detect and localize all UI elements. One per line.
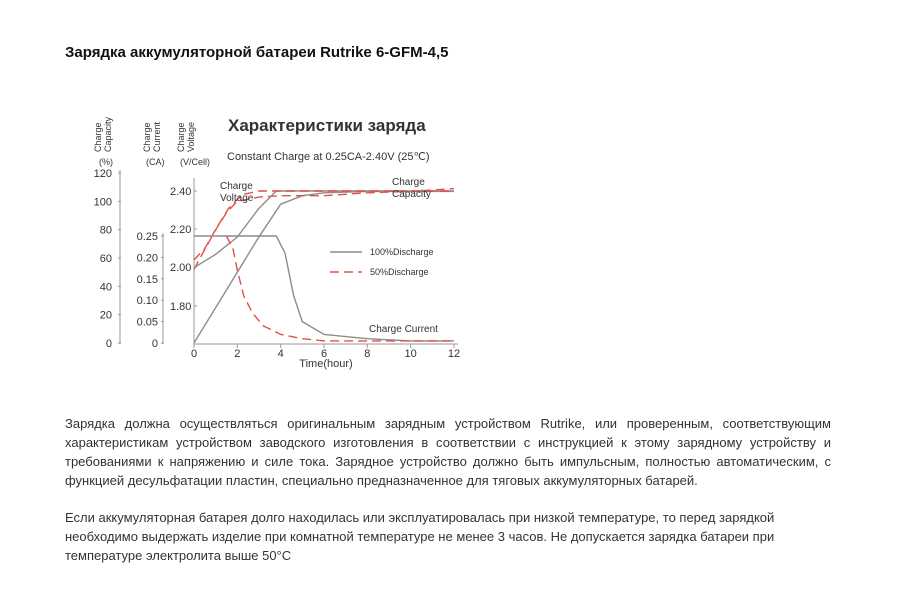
current-tick-label: 0.10 [136, 295, 158, 308]
voltage-tick-label: 2.20 [170, 224, 192, 236]
voltage-tick-label: 1.80 [170, 301, 192, 313]
x-tick-label: 12 [447, 348, 461, 360]
axis-current-unit: (CA) [146, 157, 165, 167]
x-tick-label: 8 [364, 348, 371, 360]
capacity-tick-label: 40 [99, 281, 112, 294]
axis-capacity-label-line: Capacity [103, 116, 113, 152]
x-tick-label: 2 [234, 348, 241, 360]
axis-capacity-unit: (%) [99, 157, 113, 167]
axis-capacity-label-line: Charge [93, 122, 103, 152]
temperature-warning-paragraph: Если аккумуляторная батарея долго находилась или эксплуатировалась при низкой температуре, то перед зарядкой необходимо выдержать изделие при комнатной температуре не менее 3 часов. Не допускается зарядка батареи при температуре электролита выше 50°C [65, 510, 775, 563]
curve-label-charge-voltage-2: Voltage [220, 193, 254, 204]
voltage-tick-label: 2.40 [170, 186, 192, 198]
x-tick-label: 4 [277, 348, 284, 360]
capacity-tick-label: 100 [93, 196, 112, 209]
chart-title: Характеристики заряда [228, 116, 426, 135]
voltage-tick-label: 2.00 [170, 262, 192, 274]
capacity-tick-label: 60 [99, 253, 112, 265]
page-heading: Зарядка аккумуляторной батареи Rutrike 6-GFM-4,5 [65, 44, 449, 61]
axis-voltage-unit: (V/Cell) [180, 157, 211, 167]
capacity-tick-label: 80 [99, 224, 112, 237]
curve-label-charge-voltage-1: Charge [220, 181, 253, 192]
chart-subtitle: Constant Charge at 0.25CA-2.40V (25℃) [227, 151, 430, 163]
x-tick-label: 6 [320, 348, 328, 360]
axis-voltage-label-line: Voltage [186, 121, 196, 152]
charging-instructions-paragraph: Зарядка должна осуществляться оригинальным зарядным устройством Rutrike, или проверенным, соответствующим характеристикам устройством заводского изготовления в соответствии с инструкцией к этому зарядному устройству и требованиями к напряжению и силе тока. Зарядное устройство должно быть импульсным, полностью автоматическим, с функцией десульфатации пластин, специально предназначенное для тяговых аккумуляторных батарей. [65, 416, 831, 488]
axis-current-label-line: Charge [142, 122, 152, 152]
current-tick-label: 0.05 [136, 316, 158, 329]
x-tick-label: 0 [190, 348, 198, 360]
x-axis-label: Time(hour) [299, 358, 353, 370]
legend-label-100: 100%Discharge [370, 247, 434, 257]
curve-label-charge-capacity-1: Charge [392, 177, 425, 188]
current-tick-label: 0 [151, 338, 158, 350]
axis-current-label-line: Current [152, 121, 162, 152]
current-tick-label: 0.25 [136, 231, 158, 243]
current-tick-label: 0.20 [136, 252, 158, 265]
capacity-tick-label: 0 [105, 338, 112, 350]
capacity-tick-label: 20 [99, 309, 112, 322]
legend-label-50: 50%Discharge [370, 267, 429, 277]
x-tick-label: 10 [404, 348, 417, 360]
curve-label-charge-capacity-2: Capacity [392, 189, 431, 200]
current-tick-label: 0.15 [136, 273, 158, 286]
curve-label-charge-current: Charge Current [369, 324, 438, 335]
charge-characteristics-chart [88, 108, 488, 378]
charge-chart-svg [88, 108, 488, 378]
capacity-tick-label: 120 [93, 168, 112, 180]
axis-voltage-label-line: Charge [176, 122, 186, 152]
